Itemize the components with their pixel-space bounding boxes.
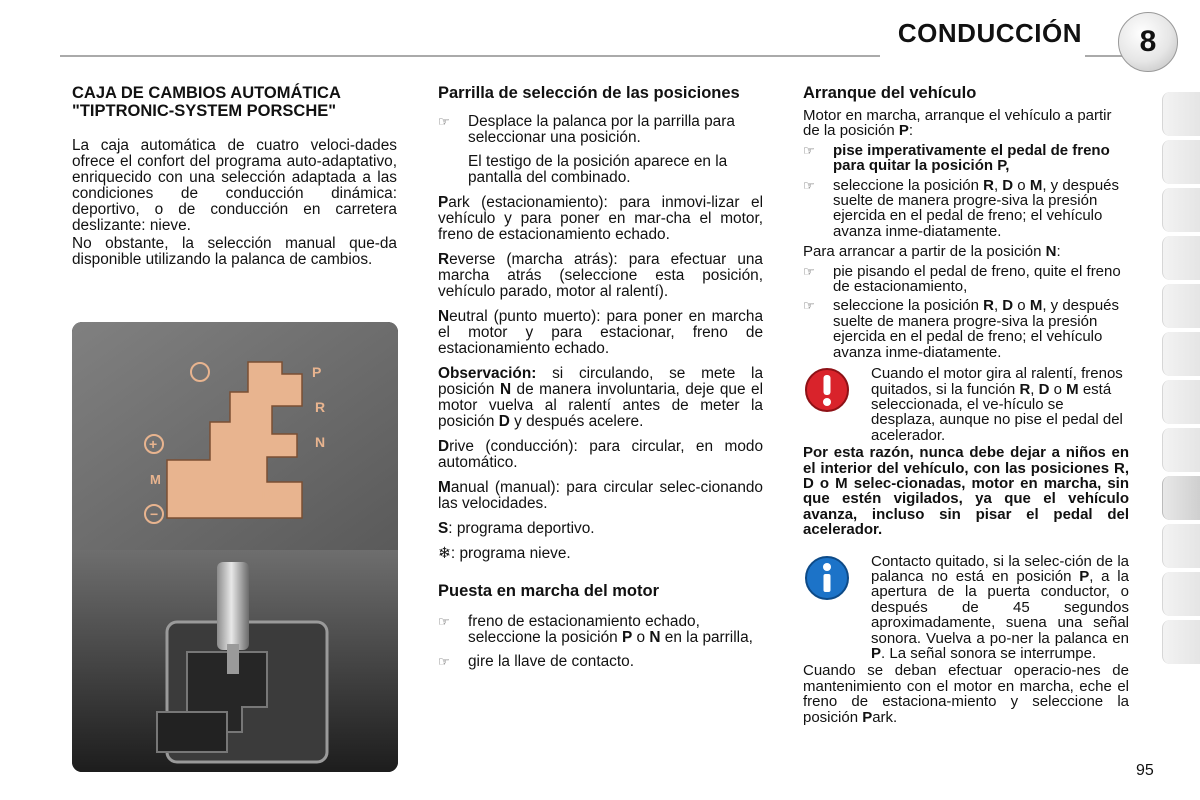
chapter-tab[interactable]	[1162, 380, 1200, 424]
svg-text:+: +	[149, 436, 158, 452]
column-3	[803, 84, 1129, 734]
pullaway-intro: Motor en marcha, arranque el vehículo a partir de la posición P:	[803, 107, 1112, 140]
hand-pointer-icon: ☞	[438, 654, 450, 669]
chapter-tab[interactable]	[1162, 428, 1200, 472]
chapter-tab[interactable]	[1162, 572, 1200, 616]
snowflake-icon: ❄	[438, 545, 451, 562]
gear-lever-knob	[217, 562, 249, 650]
hand-pointer-icon: ☞	[803, 298, 815, 314]
gear-selector-illustration	[72, 322, 398, 772]
section-heading-pullaway: Arranque del vehículo	[803, 84, 977, 102]
position-park: Park (estacionamiento): para inmovi-lizar el vehículo y para poner en mar-cha el motor, freno de estacionamiento echado.	[438, 194, 763, 243]
chapter-tab[interactable]	[1162, 620, 1200, 664]
section-heading-gearbox: CAJA DE CAMBIOS AUTOMÁTICA "TIPTRONIC-SYSTEM PORSCHE"	[72, 84, 341, 120]
warning-children: Por esta razón, nunca debe dejar a niños en el interior del vehículo, con las posiciones R, D o M selec-cionadas, motor en marcha, sin que estén vigilados, ya que el vehículo avanza, incluso sin pisar el pedal del acelerador.	[803, 444, 1129, 539]
chapter-tab[interactable]	[1162, 332, 1200, 376]
gear-lever-shaft	[227, 644, 239, 674]
chapter-tab[interactable]	[1162, 140, 1200, 184]
column-1	[72, 84, 397, 277]
program-snow: ❄: programa nieve.	[438, 545, 571, 562]
hand-pointer-icon: ☞	[803, 263, 815, 279]
console-buttons	[157, 712, 227, 752]
list-item: ☞ seleccione la posición R, D o M, y después suelte de manera progre-siva la presión ejercida en el pedal de freno; el vehículo avanza inme-diatamente.	[803, 176, 1120, 240]
maintenance-note: Cuando se deban efectuar operacio-nes de mantenimiento con el motor en marcha, eche el freno de estaciona-miento y seleccione la posición Park.	[803, 662, 1129, 726]
warning-note: Cuando el motor gira al ralentí, frenos quitados, si la función R, D o M está seleccionada, el ve-hículo se desplaza, aunque no pise el pedal del acelerador.	[803, 366, 1129, 443]
gear-label-d: D	[262, 487, 273, 503]
pullaway-n-intro: Para arrancar a partir de la posición N:	[803, 243, 1061, 261]
hand-pointer-icon: ☞	[438, 114, 450, 129]
position-manual: Manual (manual): para circular selec-cionando las velocidades.	[438, 479, 763, 512]
section-heading-grid: Parrilla de selección de las posiciones	[438, 84, 740, 102]
chapter-tabs	[1162, 92, 1200, 722]
indicator-note: El testigo de la posición aparece en la pantalla del combinado.	[468, 153, 728, 186]
gear-label-m: M	[150, 472, 161, 487]
gear-label-r: R	[315, 399, 326, 415]
hand-pointer-icon: ☞	[803, 177, 815, 193]
chapter-tab[interactable]	[1162, 92, 1200, 136]
info-icon	[803, 554, 871, 662]
hand-pointer-icon: ☞	[438, 614, 450, 629]
list-item: ☞ pie pisando el pedal de freno, quite el freno de estacionamiento,	[803, 262, 1121, 296]
column-2	[438, 84, 763, 678]
hand-pointer-icon: ☞	[803, 142, 815, 158]
page-number: 95	[1136, 762, 1154, 779]
gear-label-p: P	[312, 364, 322, 380]
warning-icon	[803, 366, 871, 443]
list-item: ☞ Desplace la palanca por la parrilla para seleccionar una posición.	[438, 113, 735, 146]
list-item: ☞ freno de estacionamiento echado, seleccione la posición P o N en la parrilla,	[438, 613, 753, 646]
page-title: CONDUCCIÓN	[897, 18, 1082, 48]
gearbox-manual-note: No obstante, la selección manual que-da disponible utilizando la palanca de cambios.	[72, 235, 397, 268]
observation-note: Observación: si circulando, se mete la posición N de manera involuntaria, deje que el motor vuelva al ralentí antes de meter la posición D y después acelere.	[438, 365, 763, 430]
gear-label-n: N	[315, 434, 326, 450]
program-sport: S: programa deportivo.	[438, 520, 595, 537]
gearbox-intro: La caja automática de cuatro veloci-dades ofrece el confort del programa auto-adaptativo, enriquecido con una selección adaptada a las condiciones de conducción dinámica: deportivo, o de conducción en carretera deslizante: nieve.	[72, 137, 397, 234]
list-item: ☞ seleccione la posición R, D o M, y después suelte de manera progre-siva la presión ejercida en el pedal de freno; el vehículo avanza inme-diatamente.	[803, 297, 1120, 361]
svg-text:−: −	[150, 506, 159, 522]
chapter-tab[interactable]	[1162, 188, 1200, 232]
chapter-badge: 8	[1118, 12, 1178, 72]
chapter-tab-active[interactable]	[1162, 476, 1200, 520]
section-heading-start: Puesta en marcha del motor	[438, 582, 659, 600]
chapter-tab[interactable]	[1162, 236, 1200, 280]
position-neutral: Neutral (punto muerto): para poner en marcha el motor y para estacionar, freno de estacionamiento echado.	[438, 308, 763, 357]
gear-selector-figure	[72, 322, 398, 772]
header-rule-right	[1085, 55, 1125, 57]
info-note: Contacto quitado, si la selec-ción de la palanca no está en posición P, a la apertura de la puerta conductor, o después de 45 segundos aproximadamente, suena una señal sonora. Vuelva a po-ner la palanca en P. La señal sonora se interrumpe.	[803, 554, 1129, 662]
header-rule-left	[60, 55, 880, 57]
list-item: ☞ pise imperativamente el pedal de freno para quitar la posición P,	[803, 141, 1110, 175]
chapter-tab[interactable]	[1162, 284, 1200, 328]
position-drive: Drive (conducción): para circular, en modo automático.	[438, 438, 763, 471]
chapter-tab[interactable]	[1162, 524, 1200, 568]
list-item: ☞ gire la llave de contacto.	[438, 653, 634, 670]
position-reverse: Reverse (marcha atrás): para efectuar una marcha atrás (seleccione esta posición, vehículo parado, motor al ralentí).	[438, 251, 763, 300]
